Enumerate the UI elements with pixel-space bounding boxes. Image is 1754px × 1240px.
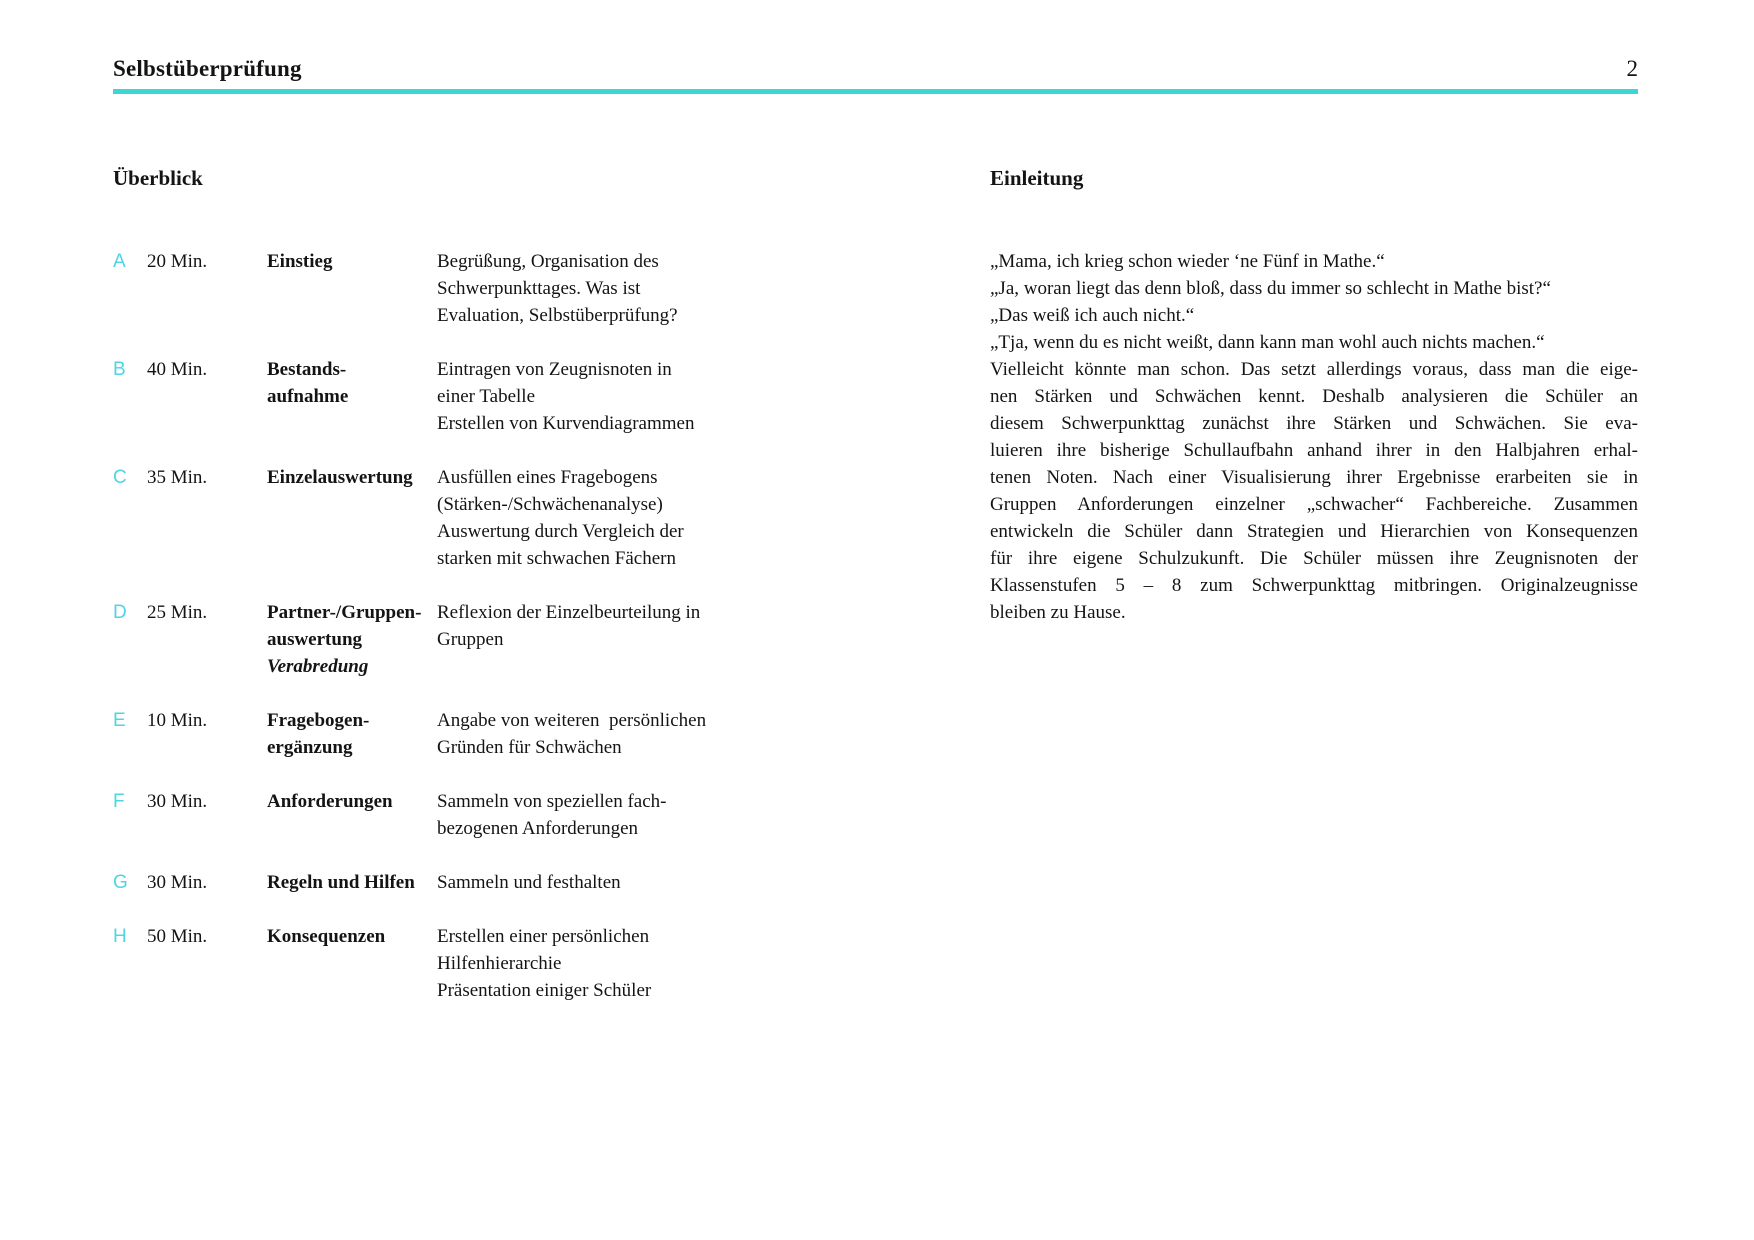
step-duration: 40 Min.: [147, 359, 208, 380]
step-topic-line: Fragebogen-: [267, 710, 370, 731]
step-topic: [267, 923, 437, 1004]
step-description-line: Schwerpunkttages. Was ist: [437, 278, 641, 299]
intro-line: „Mama, ich krieg schon wieder ‘ne Fünf in Mathe.“: [990, 251, 1385, 272]
overview-row: [113, 788, 883, 842]
step-duration: 25 Min.: [147, 602, 208, 623]
step-description-line: Eintragen von Zeugnisnoten in: [437, 359, 672, 380]
step-description-line: Begrüßung, Organisation des: [437, 251, 659, 272]
step-description-line: Sammeln und festhalten: [437, 872, 621, 893]
step-topic-line: Regeln und Hilfen: [267, 872, 415, 893]
step-topic: [267, 464, 437, 572]
step-description-line: einer Tabelle: [437, 386, 536, 407]
intro-line: „Ja, woran liegt das denn bloß, dass du immer so schlecht in Mathe bist?“: [990, 278, 1551, 299]
step-description-line: bezogenen Anforderungen: [437, 818, 639, 839]
step-duration: 50 Min.: [147, 926, 208, 947]
overview-row: [113, 869, 883, 896]
intro-line: Klassenstufen 5 – 8 zum Schwerpunkttag mitbringen. Originalzeugnisse: [990, 575, 1638, 596]
step-description-line: starken mit schwachen Fächern: [437, 548, 676, 569]
page-title: Selbstüberprüfung: [113, 56, 302, 81]
step-description-line: Ausfüllen eines Fragebogens: [437, 467, 658, 488]
introduction-section: [990, 166, 1638, 626]
step-description-line: Hilfenhierarchie: [437, 953, 562, 974]
step-description-line: (Stärken-/Schwächenanalyse): [437, 494, 663, 515]
step-letter: G: [113, 872, 128, 893]
overview-row: [113, 464, 883, 572]
introduction-paragraph: [990, 248, 1638, 626]
step-topic: [267, 707, 437, 761]
step-description-line: Erstellen von Kurvendiagrammen: [437, 413, 695, 434]
intro-line: „Das weiß ich auch nicht.“: [990, 305, 1195, 326]
overview-row: [113, 923, 883, 1004]
intro-line: tenen Noten. Nach einer Visualisierung ihrer Ergebnisse erarbeiten sie in: [990, 467, 1638, 488]
page-number: 2: [1626, 56, 1638, 81]
step-duration: 35 Min.: [147, 467, 208, 488]
step-topic: [267, 599, 437, 680]
step-description-line: Gruppen: [437, 629, 504, 650]
intro-line: entwickeln die Schüler dann Strategien und Hierarchien von Konsequenzen: [990, 521, 1638, 542]
step-topic-line: Bestands-: [267, 359, 347, 380]
intro-line: Gruppen Anforderungen einzelner „schwacher“ Fachbereiche. Zusammen: [990, 494, 1638, 515]
step-letter: E: [113, 710, 126, 731]
step-topic-line: aufnahme: [267, 386, 349, 407]
step-topic-line: auswertung: [267, 629, 363, 650]
step-description-line: Präsentation einiger Schüler: [437, 980, 652, 1001]
step-description: [437, 356, 883, 437]
step-description-line: Gründen für Schwächen: [437, 737, 622, 758]
intro-line: für ihre eigene Schulzukunft. Die Schüler müssen ihre Zeugnisnoten der: [990, 548, 1638, 569]
step-letter: F: [113, 791, 125, 812]
step-description-line: Auswertung durch Vergleich der: [437, 521, 684, 542]
step-description-line: Erstellen einer persönlichen: [437, 926, 650, 947]
intro-line: bleiben zu Hause.: [990, 602, 1126, 623]
header-row: [113, 57, 1638, 81]
step-description-line: Angabe von weiteren persönlichen: [437, 710, 707, 731]
overview-row: [113, 248, 883, 329]
step-description: [437, 464, 883, 572]
step-description: [437, 599, 883, 680]
step-letter: A: [113, 251, 126, 272]
step-topic-line: Partner-/Gruppen-: [267, 602, 422, 623]
step-letter: H: [113, 926, 127, 947]
step-description-line: Evaluation, Selbstüberprüfung?: [437, 305, 678, 326]
intro-line: nen Stärken und Schwächen kennt. Deshalb analysieren die Schüler an: [990, 386, 1638, 407]
step-topic: [267, 356, 437, 437]
step-topic: [267, 869, 437, 896]
overview-row: [113, 356, 883, 437]
step-letter: C: [113, 467, 127, 488]
step-description: [437, 923, 883, 1004]
step-description-line: Sammeln von speziellen fach-: [437, 791, 667, 812]
step-topic-line: Verabredung: [267, 656, 369, 677]
step-topic-line: ergänzung: [267, 737, 353, 758]
overview-heading: Überblick: [113, 166, 203, 190]
step-duration: 30 Min.: [147, 791, 208, 812]
introduction-heading: Einleitung: [990, 166, 1084, 190]
overview-row: [113, 707, 883, 761]
step-letter: B: [113, 359, 126, 380]
step-topic-line: Konsequenzen: [267, 926, 386, 947]
overview-rows: [113, 248, 883, 1004]
step-topic: [267, 788, 437, 842]
intro-line: diesem Schwerpunkttag zunächst ihre Stärken und Schwächen. Sie eva-: [990, 413, 1638, 434]
step-duration: 10 Min.: [147, 710, 208, 731]
step-topic: [267, 248, 437, 329]
step-letter: D: [113, 602, 127, 623]
step-duration: 20 Min.: [147, 251, 208, 272]
step-description: [437, 788, 883, 842]
step-description: [437, 248, 883, 329]
header-rule: [113, 89, 1638, 94]
page-header: [113, 57, 1638, 81]
step-description: [437, 707, 883, 761]
step-topic-line: Einstieg: [267, 251, 333, 272]
step-topic-line: Anforderungen: [267, 791, 393, 812]
step-topic-line: Einzelauswertung: [267, 467, 413, 488]
step-description-line: Reflexion der Einzelbeurteilung in: [437, 602, 701, 623]
intro-line: Vielleicht könnte man schon. Das setzt allerdings voraus, dass man die eige-: [990, 359, 1638, 380]
step-description: [437, 869, 883, 896]
intro-line: „Tja, wenn du es nicht weißt, dann kann man wohl auch nichts machen.“: [990, 332, 1545, 353]
overview-row: [113, 599, 883, 680]
overview-section: [113, 166, 883, 1031]
step-duration: 30 Min.: [147, 872, 208, 893]
intro-line: luieren ihre bisherige Schullaufbahn anhand ihrer in den Halbjahren erhal-: [990, 440, 1638, 461]
